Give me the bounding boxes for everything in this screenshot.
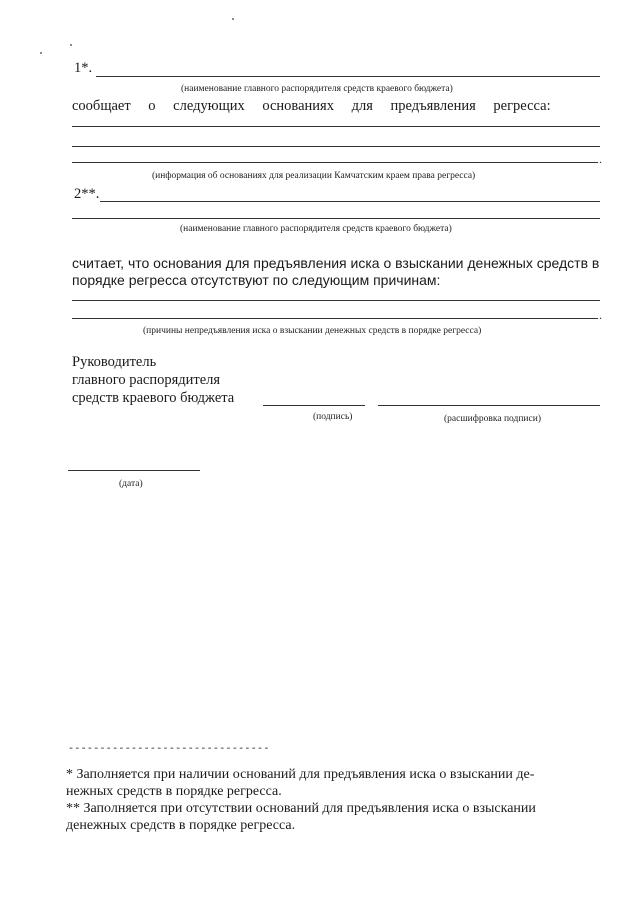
section2-statement-line1: считает, что основания для предъявления иска о взыскании денежных средств в [72, 255, 600, 271]
signature-role-line2: главного распорядителя [72, 372, 221, 388]
signature-field[interactable] [263, 405, 365, 406]
signature-caption: (подпись) [313, 412, 353, 422]
section2-reasons-caption: (причины непредъявления иска о взыскании денежных средств в порядке регресса) [143, 326, 482, 336]
section1-name-field[interactable] [96, 76, 600, 77]
section2-reasons-line-1[interactable] [72, 300, 600, 301]
section1-info-line-1[interactable] [72, 126, 600, 127]
section2-reasons-line-2[interactable] [72, 318, 598, 319]
signature-decode-caption: (расшифровка подписи) [444, 414, 541, 424]
line-end-dot: . [599, 308, 602, 322]
signature-decode-field[interactable] [378, 405, 600, 406]
section2-name-caption: (наименование главного распорядителя средств краевого бюджета) [180, 224, 452, 234]
footnote-2-line1: ** Заполняется при отсутствии оснований для предъявления иска о взыскании [66, 801, 536, 816]
section2-statement-line2: порядке регресса отсутствуют по следующим причинам: [72, 272, 441, 288]
signature-role-line1: Руководитель [72, 354, 157, 370]
footnote-1-line2: нежных средств в порядке регресса. [66, 784, 282, 799]
date-field[interactable] [68, 470, 200, 471]
scan-speck [232, 18, 234, 20]
footnote-separator: -------------------------------- [68, 744, 270, 755]
section1-name-caption: (наименование главного распорядителя средств краевого бюджета) [181, 84, 453, 94]
line-end-dot: . [599, 152, 602, 166]
section1-number: 1*. [74, 60, 93, 76]
section2-number: 2**. [74, 186, 100, 202]
footnote-1-line1: * Заполняется при наличии оснований для предъявления иска о взыскании де- [66, 767, 535, 782]
section1-info-line-3[interactable] [72, 162, 598, 163]
section2-name-line-2[interactable] [72, 218, 600, 219]
scan-speck [70, 44, 72, 46]
section2-name-line-1[interactable] [100, 201, 600, 202]
footnote-2-line2: денежных средств в порядке регресса. [66, 818, 296, 833]
signature-role-line3: средств краевого бюджета [72, 390, 235, 406]
date-caption: (дата) [119, 479, 143, 489]
section1-info-line-2[interactable] [72, 146, 600, 147]
section1-info-caption: (информация об основаниях для реализации Камчатским краем права регресса) [152, 171, 476, 181]
section1-statement: сообщает о следующих основаниях для предъявления регресса: [72, 98, 551, 114]
scan-speck [40, 52, 42, 54]
